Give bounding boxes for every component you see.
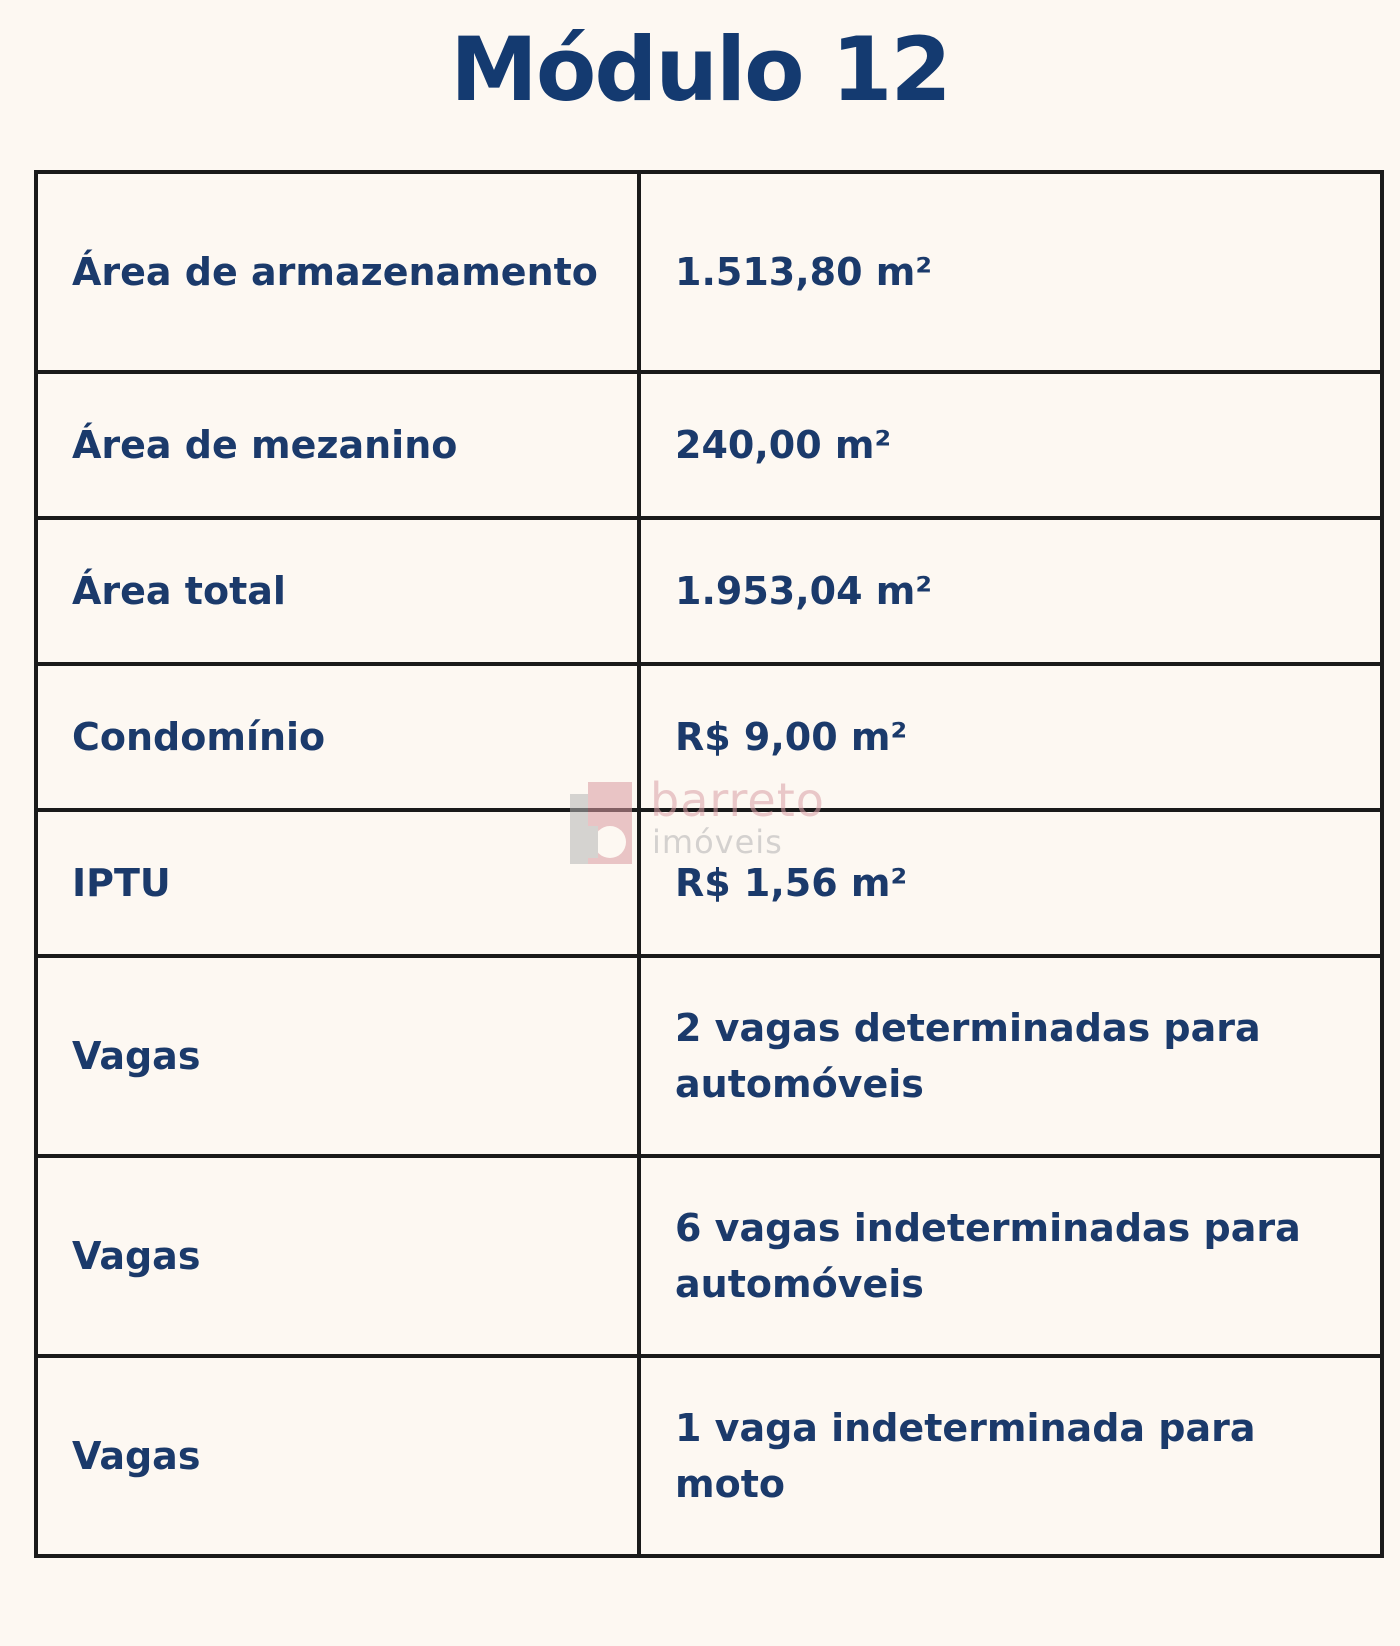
specs-table [34,170,1384,1558]
row-label: Vagas [36,956,639,1156]
row-value: 2 vagas determinadas para automóveis [639,956,1382,1156]
watermark-sub: imóveis [652,823,783,861]
row-value: 240,00 m² [639,372,1382,518]
table-row [36,172,1382,372]
row-label: IPTU [36,810,639,956]
row-label: Vagas [36,1156,639,1356]
row-value: 1.953,04 m² [639,518,1382,664]
table-row [36,664,1382,810]
page-title: Módulo 12 [450,18,950,121]
row-label: Área de mezanino [36,372,639,518]
row-label: Condomínio [36,664,639,810]
table-row [36,372,1382,518]
table-row [36,810,1382,956]
row-label: Vagas [36,1356,639,1556]
row-value: R$ 1,56 m² [639,810,1382,956]
row-label: Área de armazenamento [36,172,639,372]
table-row [36,1356,1382,1556]
row-value: R$ 9,00 m² [639,664,1382,810]
watermark-brand: barreto [650,773,825,827]
table-row [36,956,1382,1156]
row-label: Área total [36,518,639,664]
row-value: 1 vaga indeterminada para moto [639,1356,1382,1556]
row-value: 6 vagas indeterminadas para automóveis [639,1156,1382,1356]
row-value: 1.513,80 m² [639,172,1382,372]
table-row [36,1156,1382,1356]
table-row [36,518,1382,664]
